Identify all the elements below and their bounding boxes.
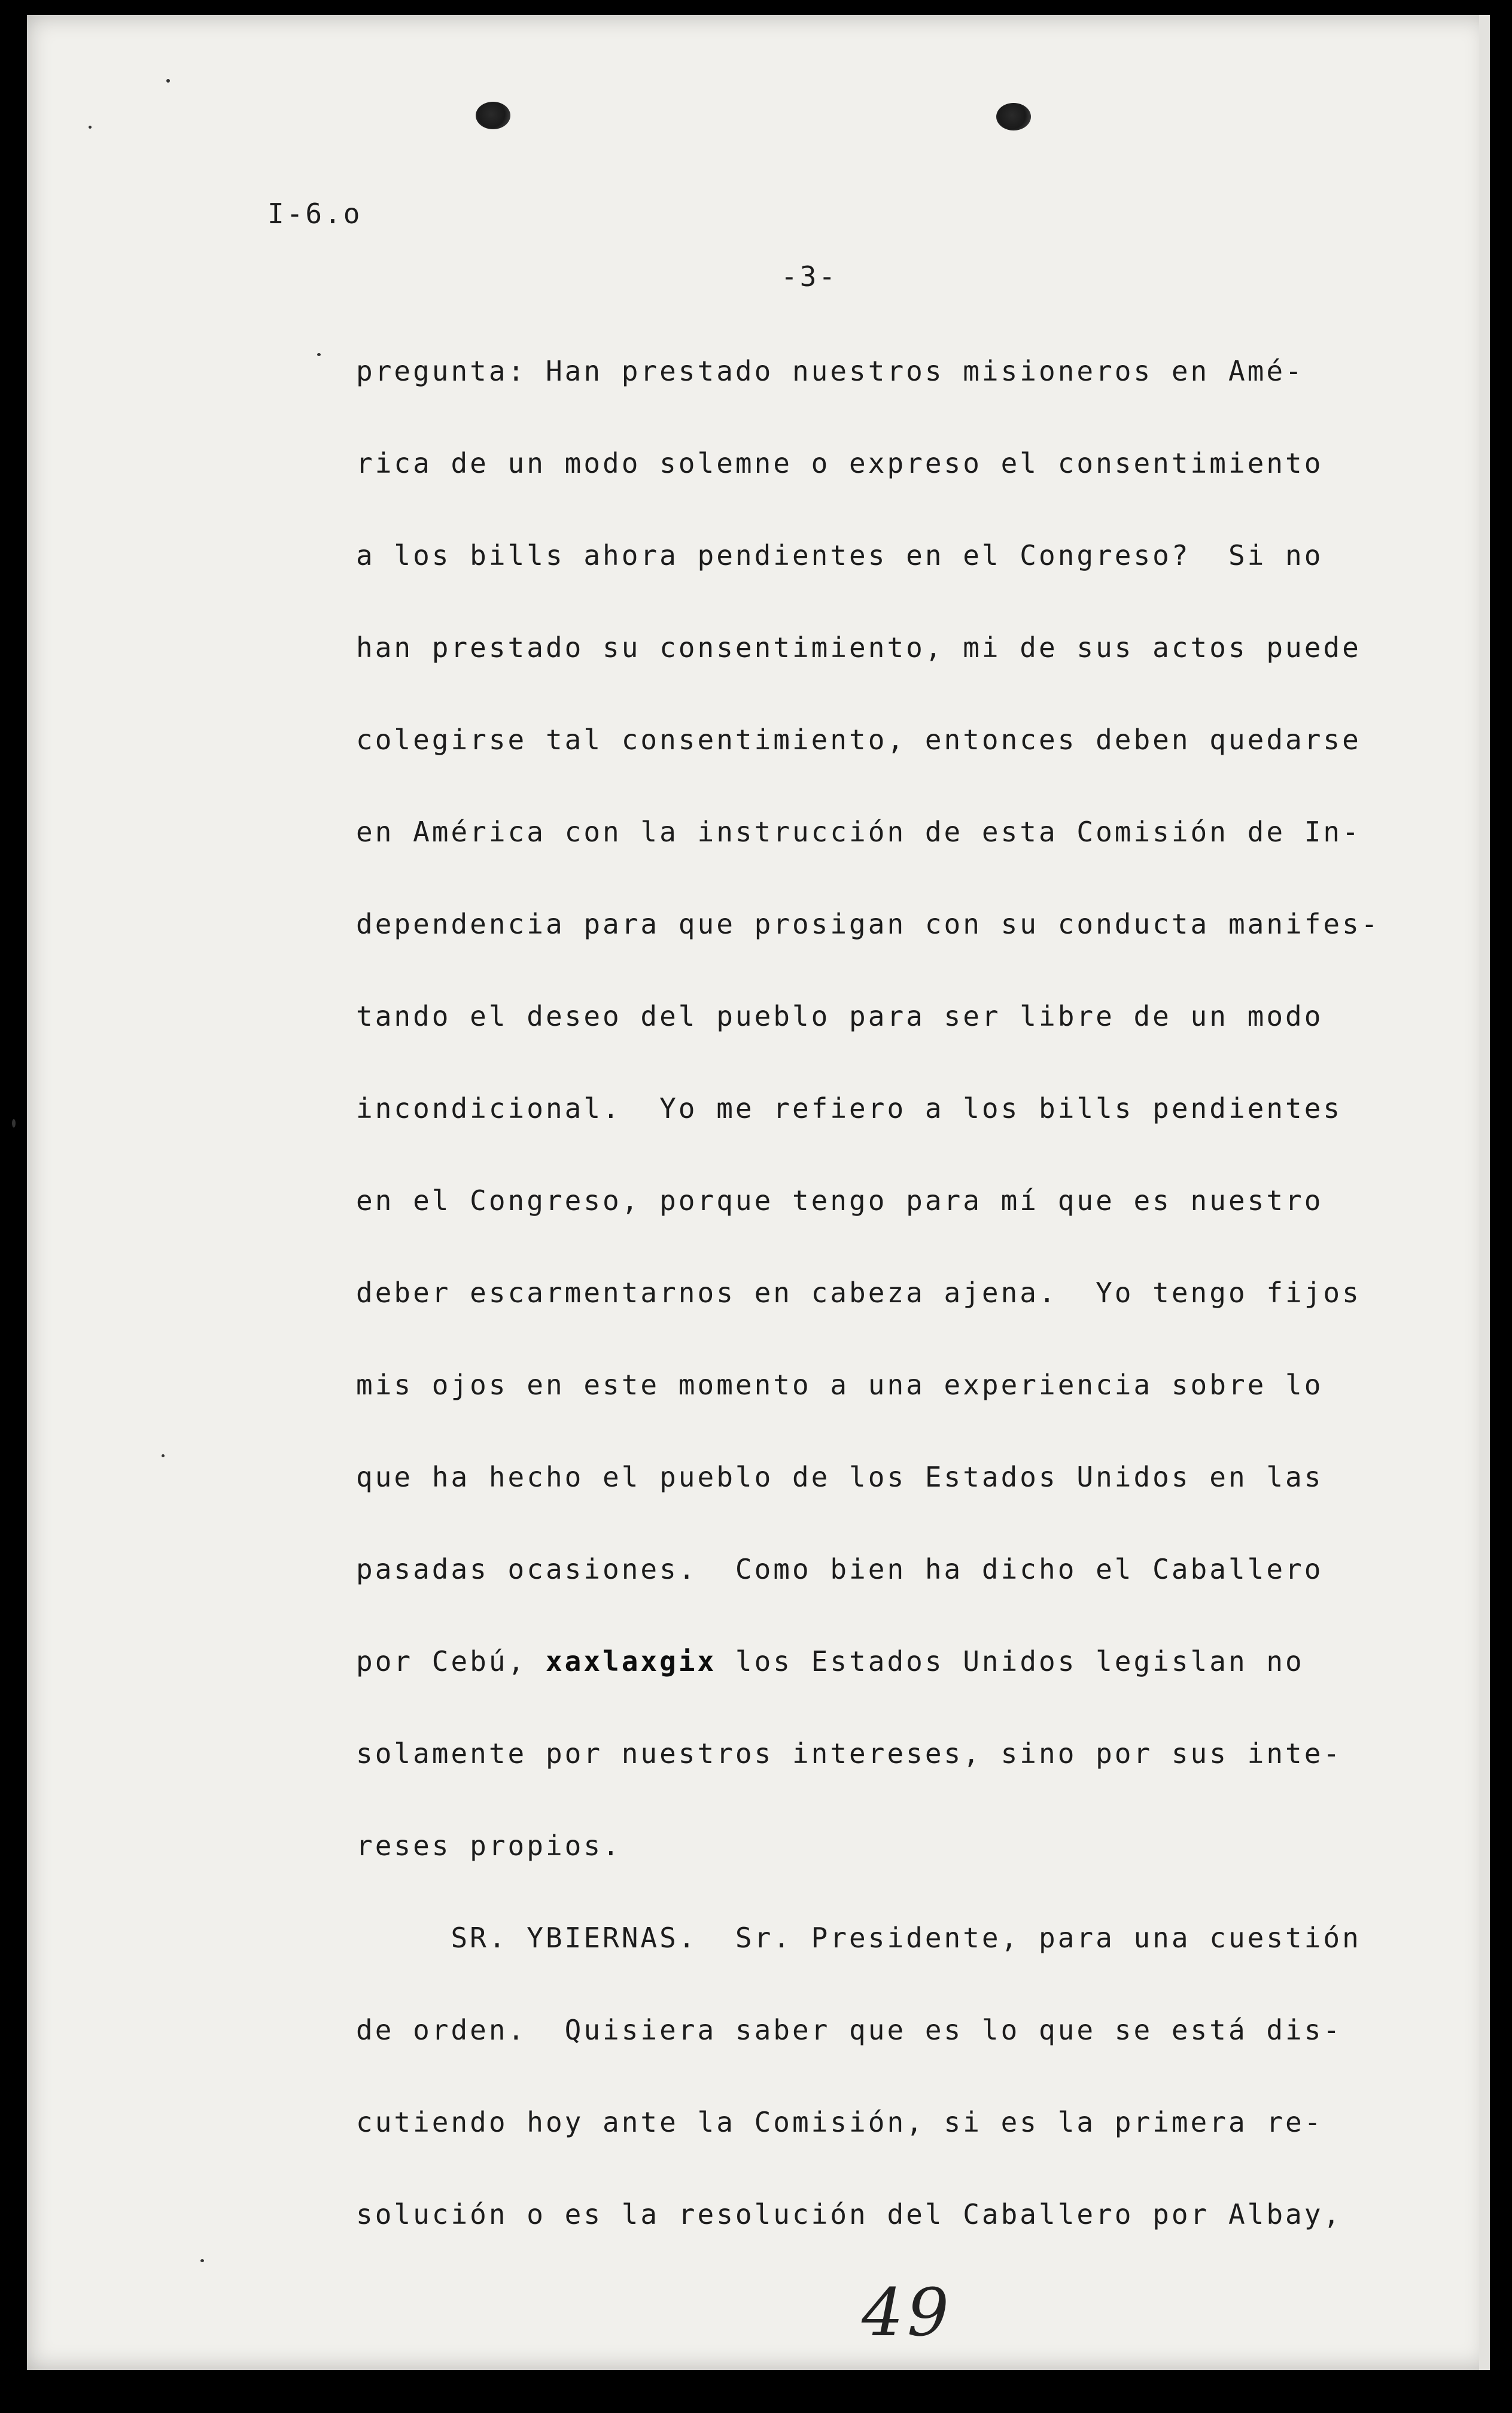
- text-line: mis ojos en este momento a una experiencia sobre lo: [356, 1369, 1324, 1401]
- text-line: que ha hecho el pueblo de los Estados Unidos en las: [356, 1461, 1324, 1493]
- scan-speck: [317, 353, 321, 356]
- text-line: deber escarmentarnos en cabeza ajena. Yo tengo fijos: [356, 1277, 1361, 1309]
- paper-edge: [1479, 15, 1490, 2370]
- line-end: los Estados Unidos legislan no: [716, 1645, 1304, 1677]
- text-line: rica de un modo solemne o expreso el consentimiento: [356, 447, 1324, 479]
- scan-speck: [89, 126, 92, 129]
- text-line: en América con la instrucción de esta Comisión de In-: [356, 816, 1361, 848]
- text-line-with-strikeout: [356, 1643, 1380, 1736]
- text-line: SR. YBIERNAS. Sr. Presidente, para una cuestión: [356, 1922, 1361, 1954]
- text-line: colegirse tal consentimiento, entonces deben quedarse: [356, 724, 1361, 756]
- text-line: tando el deseo del pueblo para ser libre de un modo: [356, 1000, 1324, 1032]
- text-line: solamente por nuestros intereses, sino por sus inte-: [356, 1737, 1343, 1770]
- text-line: a los bills ahora pendientes en el Congreso? Si no: [356, 539, 1324, 572]
- text-line: solución o es la resolución del Caballero por Albay,: [356, 2198, 1343, 2230]
- text-line: incondicional. Yo me refiero a los bills pendientes: [356, 1092, 1343, 1125]
- document-reference: I-6.o: [267, 197, 363, 230]
- handwritten-folio-number: 49: [862, 2274, 953, 2351]
- scan-speck: [162, 1454, 165, 1457]
- text-line: pasadas ocasiones. Como bien ha dicho el Caballero: [356, 1553, 1324, 1585]
- text-line: de orden. Quisiera saber que es lo que se está dis-: [356, 2014, 1343, 2046]
- typed-body: [356, 353, 1380, 2289]
- text-line: en el Congreso, porque tengo para mí que es nuestro: [356, 1184, 1324, 1217]
- text-line: reses propios.: [356, 1829, 622, 1862]
- punch-hole-right: [996, 103, 1031, 130]
- scan-speck: [200, 2259, 204, 2262]
- struck-out-word: xaxlaxgix: [545, 1645, 717, 1677]
- scan-speck: [12, 1119, 16, 1128]
- page-number: -3-: [781, 260, 838, 293]
- text-line: cutiendo hoy ante la Comisión, si es la primera re-: [356, 2106, 1324, 2138]
- line-start: por Cebú,: [356, 1645, 546, 1677]
- text-line: dependencia para que prosigan con su conducta manifes-: [356, 908, 1380, 940]
- text-line: pregunta: Han prestado nuestros misioneros en Amé-: [356, 355, 1304, 387]
- scan-speck: [166, 79, 170, 83]
- punch-hole-left: [476, 102, 510, 129]
- text-line: han prestado su consentimiento, mi de sus actos puede: [356, 631, 1361, 664]
